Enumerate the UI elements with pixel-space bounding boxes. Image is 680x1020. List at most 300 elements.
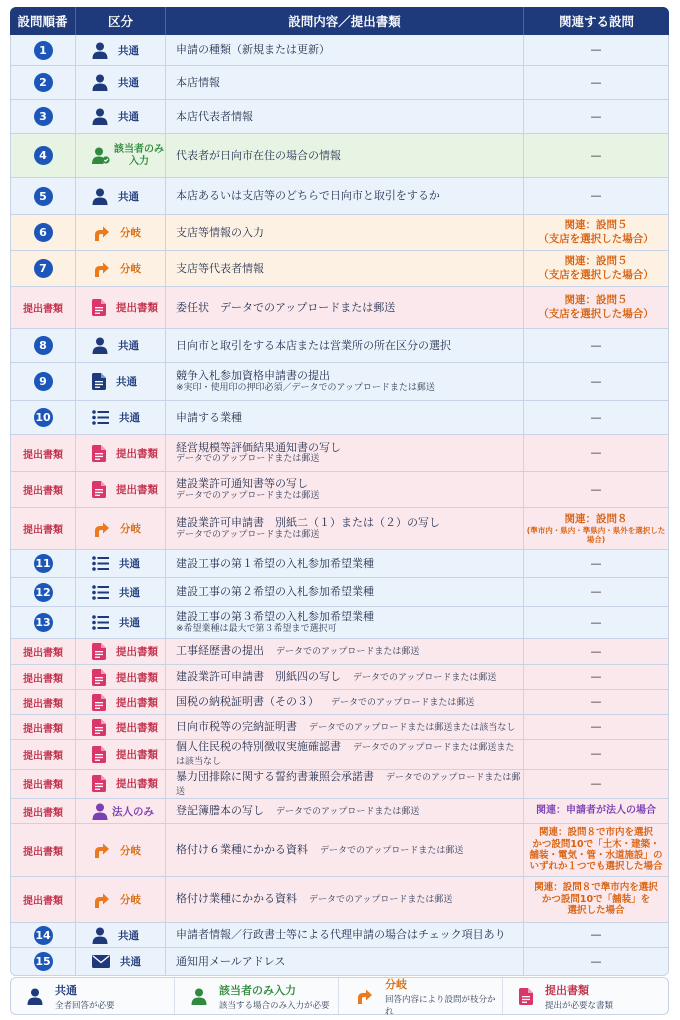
legend-item <box>11 978 175 1014</box>
content-text: 支店等代表者情報 <box>176 261 264 275</box>
related-none: — <box>590 776 602 790</box>
legend-item <box>175 978 339 1014</box>
category-cell <box>76 435 166 472</box>
question-number-cell <box>10 35 76 66</box>
category-cell <box>76 665 166 690</box>
category-cell <box>76 740 166 770</box>
person-check-icon <box>92 147 110 164</box>
related-none: — <box>590 338 602 352</box>
related-none: — <box>590 43 602 57</box>
content-cell <box>166 134 524 178</box>
table-row <box>10 472 669 508</box>
content-cell <box>166 287 524 329</box>
person-icon <box>92 108 108 125</box>
document-blue-icon <box>92 373 106 390</box>
header-category: 区分 <box>76 7 166 35</box>
related-cell <box>524 472 669 508</box>
category-cell <box>76 824 166 877</box>
legend-description: 該当する場合のみ入力が必要 <box>219 1000 330 1011</box>
content-text: 申請する業種 <box>176 410 242 424</box>
category-label: 共通 <box>118 111 139 123</box>
category-cell <box>76 251 166 287</box>
list-icon <box>92 556 109 571</box>
content-cell <box>166 578 524 607</box>
category-label: 提出書類 <box>116 671 158 684</box>
related-cell <box>524 770 669 800</box>
content-cell <box>166 923 524 948</box>
category-cell <box>76 690 166 715</box>
question-number-badge: 2 <box>34 73 53 92</box>
content-cell <box>166 824 524 877</box>
question-number-cell <box>10 740 76 770</box>
related-cell <box>524 799 669 824</box>
question-number-cell <box>10 134 76 178</box>
content-text: 申請の種類（新規または更新） <box>176 43 330 57</box>
related-cell <box>524 100 669 134</box>
table-row <box>10 508 669 550</box>
category-cell <box>76 35 166 66</box>
related-cell <box>524 35 669 66</box>
content-text: 登記簿謄本の写し <box>176 803 264 817</box>
question-number-cell <box>10 178 76 215</box>
header-no: 設問順番 <box>10 7 76 35</box>
content-cell <box>166 363 524 401</box>
content-note: データでのアップロードまたは郵送 <box>276 647 420 658</box>
content-subtext: データでのアップロードまたは郵送 <box>176 454 320 465</box>
question-number-cell <box>10 329 76 363</box>
question-number-badge: 4 <box>34 146 53 165</box>
table-row <box>10 329 669 363</box>
content-cell <box>166 66 524 100</box>
related-none: — <box>590 695 602 709</box>
category-label-line: 該当者のみ <box>114 143 164 155</box>
question-number-badge: 14 <box>34 926 53 945</box>
table-row <box>10 178 669 215</box>
header-related: 関連する設問 <box>524 7 669 35</box>
question-number-cell <box>10 287 76 329</box>
content-subtext: ※実印・使用印の押印必須／データでのアップロードまたは郵送 <box>176 382 435 393</box>
list-icon <box>92 585 109 600</box>
related-text: （支店を選択した場合） <box>538 307 654 320</box>
table-body <box>10 35 669 976</box>
question-number-cell <box>10 550 76 578</box>
related-text: 関連：申請者が法人の場合 <box>536 804 656 816</box>
content-cell <box>166 35 524 66</box>
content-note: データでのアップロードまたは郵送 <box>320 845 464 856</box>
content-note: データでのアップロードまたは郵送または該当なし <box>176 743 515 768</box>
legend-title: 共通 <box>55 983 77 997</box>
question-number-badge: 6 <box>34 223 53 242</box>
question-number-cell <box>10 508 76 550</box>
table-row <box>10 134 669 178</box>
category-cell <box>76 215 166 251</box>
document-icon <box>92 481 106 498</box>
content-text: 支店等情報の入力 <box>176 225 264 239</box>
content-cell <box>166 329 524 363</box>
content-text: 本店あるいは支店等のどちらで日向市と取引をするか <box>176 189 440 203</box>
content-cell <box>166 472 524 508</box>
related-none: — <box>590 482 602 496</box>
document-label: 提出書類 <box>23 780 63 792</box>
content-note: データでのアップロードまたは郵送 <box>276 806 420 817</box>
branch-arrow-icon <box>355 987 373 1005</box>
related-cell <box>524 923 669 948</box>
category-label: 共通 <box>118 77 139 89</box>
related-cell <box>524 948 669 976</box>
document-label: 提出書類 <box>23 846 63 858</box>
content-note: データでのアップロードまたは郵送 <box>309 895 453 906</box>
related-cell <box>524 550 669 578</box>
category-cell <box>76 178 166 215</box>
related-cell <box>524 178 669 215</box>
related-text: かつ設問10で「舗装」を <box>541 893 651 905</box>
content-text: 国税の納税証明書（その３） <box>176 694 319 708</box>
document-label: 提出書類 <box>23 449 63 461</box>
content-subtext: データでのアップロードまたは郵送 <box>176 529 320 540</box>
list-icon <box>92 410 109 425</box>
category-cell <box>76 770 166 800</box>
related-cell <box>524 215 669 251</box>
question-number-badge: 1 <box>34 41 53 60</box>
content-text: 建設工事の第３希望の入札参加希望業種 <box>176 610 374 623</box>
document-label: 提出書類 <box>23 304 63 315</box>
table-row <box>10 35 669 66</box>
related-cell <box>524 665 669 690</box>
content-text: 個人住民税の特別徴収実施確認書 <box>176 740 341 753</box>
legend-item <box>339 977 503 1017</box>
category-cell <box>76 799 166 824</box>
content-cell <box>166 799 524 824</box>
category-cell <box>76 472 166 508</box>
category-label: 分岐 <box>120 844 141 857</box>
content-text: 暴力団排除に関する誓約書兼照会承諾書 <box>176 769 374 783</box>
content-cell <box>166 639 524 665</box>
category-label: 共通 <box>119 617 140 629</box>
related-cell <box>524 607 669 639</box>
question-number-cell <box>10 578 76 607</box>
question-number-badge: 15 <box>34 952 53 971</box>
related-none: — <box>590 670 602 684</box>
legend-title: 分岐 <box>385 977 407 991</box>
category-label: 共通 <box>118 44 139 57</box>
category-label: 分岐 <box>120 263 141 275</box>
category-label: 提出書類 <box>116 748 158 761</box>
content-text: 競争入札参加資格申請書の提出 <box>176 369 330 382</box>
mail-icon <box>92 955 110 968</box>
person-icon <box>92 337 108 354</box>
document-label: 提出書類 <box>23 648 63 659</box>
content-text: 経営規模等評価結果通知書の写し <box>176 440 341 454</box>
category-label: 提出書類 <box>116 484 158 496</box>
related-text: 関連：設問８ <box>564 512 628 525</box>
content-cell <box>166 401 524 435</box>
content-text: 日向市税等の完納証明書 <box>176 719 297 733</box>
related-text: (準市内・県内・準県内・県外を選択した場合) <box>526 525 666 545</box>
category-label: 法人のみ <box>112 805 154 818</box>
question-number-badge: 7 <box>34 259 53 278</box>
category-cell <box>76 134 166 178</box>
related-cell <box>524 251 669 287</box>
question-number-cell <box>10 824 76 877</box>
document-icon <box>92 694 106 711</box>
related-cell <box>524 329 669 363</box>
category-label: 分岐 <box>120 227 141 239</box>
question-number-badge: 3 <box>34 107 53 126</box>
content-note: データでのアップロードまたは郵送または該当なし <box>309 722 516 733</box>
question-number-cell <box>10 799 76 824</box>
table-row <box>10 578 669 607</box>
category-label: 分岐 <box>120 894 141 906</box>
related-none: — <box>590 109 602 123</box>
category-cell <box>76 550 166 578</box>
content-cell <box>166 435 524 472</box>
content-note: データでのアップロードまたは郵送 <box>331 697 475 708</box>
category-cell <box>76 329 166 363</box>
category-label: 提出書類 <box>116 302 158 314</box>
legend-description: 全者回答が必要 <box>55 1000 115 1011</box>
branch-arrow-icon <box>92 891 110 909</box>
table-row <box>10 690 669 715</box>
content-text: 申請者情報／行政書士等による代理申請の場合はチェック項目あり <box>176 928 506 942</box>
branch-arrow-icon <box>92 841 110 859</box>
question-number-cell <box>10 215 76 251</box>
category-label: 共通 <box>119 558 140 570</box>
related-cell <box>524 134 669 178</box>
category-label: 提出書類 <box>116 778 158 791</box>
document-icon <box>92 445 106 462</box>
person-icon <box>92 74 108 91</box>
category-label: 提出書類 <box>116 646 158 658</box>
related-text: かつ設問10で「土木・建築・ <box>532 838 660 850</box>
category-cell <box>76 715 166 740</box>
document-label: 提出書類 <box>23 807 63 819</box>
table-row <box>10 251 669 287</box>
related-none: — <box>590 148 602 162</box>
content-text: 委任状 データでのアップロードまたは郵送 <box>176 300 396 314</box>
question-number-badge: 8 <box>34 336 53 355</box>
content-cell <box>166 100 524 134</box>
category-label: 共通 <box>118 929 139 942</box>
related-text: いずれか１つでも選択した場合 <box>529 861 663 873</box>
question-number-cell <box>10 639 76 665</box>
content-cell <box>166 665 524 690</box>
content-text: 建設業許可申請書 別紙二（１）または（２）の写し <box>176 516 440 529</box>
document-label: 提出書類 <box>23 896 63 907</box>
related-none: — <box>590 446 602 460</box>
question-number-cell <box>10 401 76 435</box>
table-header <box>10 7 669 35</box>
question-number-cell <box>10 607 76 639</box>
category-cell <box>76 578 166 607</box>
question-number-cell <box>10 435 76 472</box>
related-none: — <box>590 189 602 203</box>
table-row <box>10 287 669 329</box>
related-text: 舗装・電気・管・水道施設」の <box>529 850 663 861</box>
document-label: 提出書類 <box>23 486 63 497</box>
content-text: 本店情報 <box>176 75 220 89</box>
question-number-badge: 12 <box>34 583 53 602</box>
question-table <box>10 7 669 976</box>
category-label: 提出書類 <box>116 447 158 460</box>
legend-item <box>503 978 667 1014</box>
table-row <box>10 948 669 976</box>
document-label: 提出書類 <box>23 723 63 735</box>
related-cell <box>524 740 669 770</box>
legend <box>10 977 669 1015</box>
question-number-badge: 13 <box>34 613 53 632</box>
content-cell <box>166 690 524 715</box>
related-none: — <box>590 410 602 424</box>
related-none: — <box>590 615 602 629</box>
question-number-cell <box>10 877 76 923</box>
document-label: 提出書類 <box>23 750 63 762</box>
content-text: 本店代表者情報 <box>176 109 253 123</box>
related-cell <box>524 66 669 100</box>
branch-arrow-icon <box>92 520 110 538</box>
category-label: 分岐 <box>120 523 141 535</box>
category-cell <box>76 66 166 100</box>
table-row <box>10 665 669 690</box>
category-label: 提出書類 <box>116 696 158 709</box>
question-number-badge: 10 <box>34 408 53 427</box>
table-row <box>10 824 669 877</box>
question-number-cell <box>10 948 76 976</box>
branch-arrow-icon <box>92 224 110 242</box>
category-label: 共通 <box>118 190 139 203</box>
table-row <box>10 877 669 923</box>
category-cell <box>76 948 166 976</box>
document-label: 提出書類 <box>23 673 63 685</box>
content-cell <box>166 251 524 287</box>
table-row <box>10 100 669 134</box>
related-cell <box>524 639 669 665</box>
content-subtext: ※希望業種は最大で第３希望まで選択可 <box>176 623 337 634</box>
person-icon-green <box>191 988 207 1005</box>
related-none: — <box>590 720 602 734</box>
legend-description: 回答内容により設問が枝分かれ <box>385 994 496 1017</box>
content-text: 格付け６業種にかかる資料 <box>176 842 308 856</box>
legend-title: 提出書類 <box>545 983 589 997</box>
content-text: 建設工事の第２希望の入札参加希望業種 <box>176 585 374 599</box>
content-cell <box>166 948 524 976</box>
question-number-cell <box>10 472 76 508</box>
related-cell <box>524 363 669 401</box>
category-cell <box>76 508 166 550</box>
content-text: 建設工事の第１希望の入札参加希望業種 <box>176 556 374 570</box>
content-subtext: データでのアップロードまたは郵送 <box>176 490 320 501</box>
content-note: データでのアップロードまたは郵送 <box>176 772 521 797</box>
content-text: 日向市と取引をする本店または営業所の所在区分の選択 <box>176 338 451 352</box>
content-note: データでのアップロードまたは郵送 <box>353 672 497 683</box>
category-cell <box>76 607 166 639</box>
category-label-line: 入力 <box>129 155 149 167</box>
question-table-container <box>10 7 669 976</box>
legend-title: 該当者のみ入力 <box>219 983 296 997</box>
category-cell <box>76 363 166 401</box>
category-label: 共通 <box>118 340 139 352</box>
related-cell <box>524 287 669 329</box>
table-row <box>10 799 669 824</box>
related-none: — <box>590 747 602 761</box>
table-row <box>10 770 669 800</box>
question-number-badge: 9 <box>34 372 53 391</box>
category-label <box>114 144 164 168</box>
question-number-cell <box>10 690 76 715</box>
content-cell <box>166 607 524 639</box>
related-none: — <box>590 928 602 942</box>
table-row <box>10 740 669 770</box>
category-cell <box>76 287 166 329</box>
related-cell <box>524 824 669 877</box>
category-label: 共通 <box>119 586 140 599</box>
question-number-badge: 5 <box>34 187 53 206</box>
content-text: 工事経歴書の提出 <box>176 644 264 658</box>
question-number-cell <box>10 770 76 800</box>
table-row <box>10 550 669 578</box>
table-row <box>10 607 669 639</box>
list-icon <box>92 615 109 630</box>
question-number-cell <box>10 100 76 134</box>
legend-description: 提出が必要な書類 <box>545 1000 614 1011</box>
related-text: 関連：設問８で市内を選択 <box>538 827 653 839</box>
category-cell <box>76 100 166 134</box>
related-cell <box>524 401 669 435</box>
category-cell <box>76 639 166 665</box>
content-text: 格付け業種にかかる資料 <box>176 892 297 906</box>
category-cell <box>76 923 166 948</box>
related-cell <box>524 508 669 550</box>
content-cell <box>166 740 524 770</box>
related-none: — <box>590 585 602 599</box>
question-number-cell <box>10 66 76 100</box>
content-cell <box>166 877 524 923</box>
table-row <box>10 363 669 401</box>
table-row <box>10 66 669 100</box>
category-cell <box>76 401 166 435</box>
category-label: 共通 <box>119 412 140 424</box>
related-cell <box>524 690 669 715</box>
related-none: — <box>590 556 602 570</box>
document-label: 提出書類 <box>23 525 63 536</box>
content-text: 通知用メールアドレス <box>176 954 286 968</box>
document-icon <box>519 988 533 1005</box>
related-cell <box>524 877 669 923</box>
related-text: 関連：設問８で準市内を選択 <box>534 882 658 894</box>
person-icon <box>92 42 108 59</box>
document-icon <box>92 719 106 736</box>
related-none: — <box>590 75 602 89</box>
related-none: — <box>590 644 602 658</box>
content-cell <box>166 715 524 740</box>
person-icon <box>27 988 43 1005</box>
table-row <box>10 923 669 948</box>
content-text: 代表者が日向市在住の場合の情報 <box>176 148 341 162</box>
table-row <box>10 401 669 435</box>
question-number-cell <box>10 665 76 690</box>
table-row <box>10 435 669 472</box>
document-icon <box>92 746 106 763</box>
related-text: （支店を選択した場合） <box>538 268 654 281</box>
document-label: 提出書類 <box>23 698 63 710</box>
related-cell <box>524 435 669 472</box>
category-label: 共通 <box>120 956 141 968</box>
content-cell <box>166 215 524 251</box>
related-cell <box>524 578 669 607</box>
document-icon <box>92 669 106 686</box>
question-number-cell <box>10 923 76 948</box>
person-purple-icon <box>92 803 108 820</box>
category-label: 共通 <box>116 376 137 388</box>
